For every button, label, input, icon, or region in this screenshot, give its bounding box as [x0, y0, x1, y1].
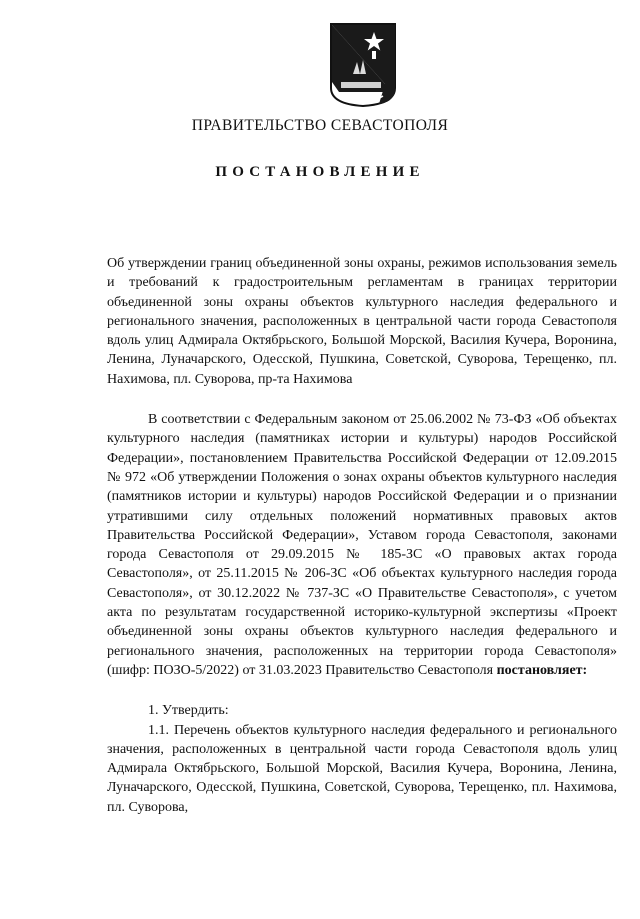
coat-of-arms-icon	[329, 22, 397, 108]
item-1-1: 1.1. Перечень объектов культурного наследия федерального и регионального значения, расположенных в центральной части города Севастополя вдоль улиц Адмирала Октябрьского, Большой Морской, Василия Кучера, Воронина, Ленина, Луначарского, Одесской, Пушкина, Советской, Суворова, Терещенко, пл. Нахимова, пл. Суворова,	[107, 722, 617, 815]
organization-name: ПРАВИТЕЛЬСТВО СЕВАСТОПОЛЯ	[191, 117, 449, 134]
document-title	[107, 254, 617, 389]
item-1: 1. Утвердить:	[148, 703, 229, 719]
document-body	[107, 254, 617, 817]
resolution-items	[107, 701, 617, 817]
preamble-body: В соответствии с Федеральным законом от 25.06.2002 № 73-ФЗ «Об объектах культурного наследия (памятниках истории и культуры) народов Российской Федерации», постановлением Правительства Российской Федерации от 12.09.2015 № 972 «Об утверждении Положения о зонах охраны объектов культурного наследия (памятников истории и культуры) народов Российской Федерации и о признании утратившими силу отдельных положений нормативных правовых актов Правительства Российской Федерации», Уставом города Севастополя, законами города Севастополя от 29.09.2015 № 185-ЗС «О правовых актах города Севастополя», от 25.11.2015 № 206-ЗС «Об объектах культурного наследия города Севастополя», от 30.12.2022 № 737-ЗС «О Правительстве Севастополя», с учетом акта по результатам государственной историко-культурной экспертизы «Проект объединенной зоны охраны объектов культурного наследия федерального и регионального значения, расположенных на территории города Севастополя» (шифр: ПОЗО-5/2022) от 31.03.2023 Правительство Севастополя	[107, 412, 617, 678]
decree-word: постановляет:	[496, 662, 588, 678]
title-text: Об утверждении границ объединенной зоны охраны, режимов использования земель и требований к градостроительным регламентам в границах территории объединенной зоны охраны объектов культурного наследия федерального и регионального значения, расположенных в центральной части города Севастополя вдоль улиц Адмирала Октябрьского, Большой Морской, Василия Кучера, Воронина, Ленина, Луначарского, Одесской, Пушкина, Советской, Суворова, Терещенко, пл. Нахимова, пл. Суворова, пр-та Нахимова	[107, 256, 617, 387]
preamble-paragraph	[107, 410, 617, 680]
preamble-text	[107, 410, 617, 680]
document-type-heading: ПОСТАНОВЛЕНИЕ	[215, 164, 425, 180]
